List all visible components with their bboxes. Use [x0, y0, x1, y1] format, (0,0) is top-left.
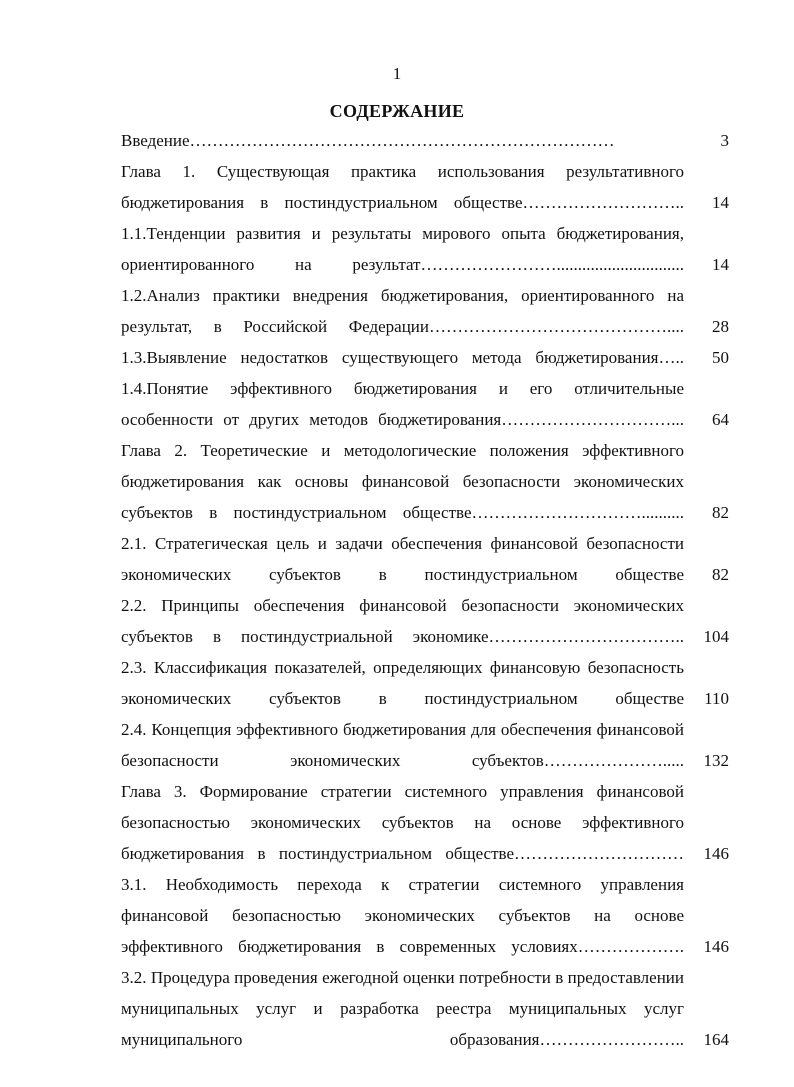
toc-entry-page: 146: [703, 937, 729, 956]
toc-entry-section-3-2: [121, 962, 729, 1055]
toc-entry-chapter-2: [121, 435, 729, 528]
toc-entry-page: 104: [703, 627, 729, 646]
toc-entry-chapter-1: [121, 156, 729, 218]
toc-entry-text: 1.4.Понятие эффективного бюджетирования и его отличительные особенности от других методов бюджетирования…………………………...: [121, 379, 684, 429]
toc-entry-text: 2.2. Принципы обеспечения финансовой безопасности экономических субъектов в постиндустриальной экономике……………………………..: [121, 596, 684, 646]
toc-entry-page: 110: [704, 689, 729, 708]
toc-entry-page: 82: [712, 503, 729, 522]
page-number: 1: [392, 64, 402, 83]
toc-entry-introduction: [121, 125, 729, 156]
toc-entry-page: 14: [712, 255, 729, 274]
toc-entry-section-2-4: [121, 714, 729, 776]
toc-entry-page: 132: [703, 751, 729, 770]
toc-entry-section-1-2: [121, 280, 729, 342]
toc-entry-text: 1.1.Тенденции развития и результаты мирового опыта бюджетирования, ориентированного на результат……………………..............................: [121, 224, 684, 274]
toc-entry-text: Глава 3. Формирование стратегии системного управления финансовой безопасностью экономических субъектов на основе эффективного бюджетирования в постиндустриальном обществе…………………………: [121, 782, 684, 863]
toc-entry-page: 14: [712, 193, 729, 212]
toc-entry-page: 164: [703, 1030, 729, 1049]
table-of-contents: [121, 125, 729, 1055]
toc-entry-text: 1.3.Выявление недостатков существующего метода бюджетирования…..: [121, 348, 684, 367]
toc-entry-section-1-3: [121, 342, 729, 373]
toc-entry-page: 82: [712, 565, 729, 584]
toc-entry-text: 3.2. Процедура проведения ежегодной оценки потребности в предоставлении муниципальных услуг и разработка реестра муниципальных услуг муниципального образования……………………..: [121, 968, 684, 1049]
toc-title: СОДЕРЖАНИЕ: [329, 101, 465, 121]
toc-entry-chapter-3: [121, 776, 729, 869]
toc-entry-text: Введение…………………………………………………………………: [121, 131, 615, 150]
toc-entry-text: 2.3. Классификация показателей, определяющих финансовую безопасность экономических субъектов в постиндустриальном обществе: [121, 658, 684, 708]
toc-entry-text: 1.2.Анализ практики внедрения бюджетирования, ориентированного на результат, в Российской Федерации……………………………………....: [121, 286, 684, 336]
toc-entry-section-2-3: [121, 652, 729, 714]
toc-entry-section-1-1: [121, 218, 729, 280]
toc-entry-section-2-2: [121, 590, 729, 652]
toc-entry-page: 64: [712, 410, 729, 429]
toc-entry-page: 28: [712, 317, 729, 336]
toc-entry-section-3-1: [121, 869, 729, 962]
toc-entry-text: Глава 1. Существующая практика использования результативного бюджетирования в постиндустриальном обществе………………………..: [121, 162, 684, 212]
toc-entry-page: 146: [703, 844, 729, 863]
toc-entry-text: 2.1. Стратегическая цель и задачи обеспечения финансовой безопасности экономических субъектов в постиндустриальном обществе: [121, 534, 684, 584]
toc-entry-text: 3.1. Необходимость перехода к стратегии системного управления финансовой безопасностью экономических субъектов на основе эффективного бюджетирования в современных условиях……………….: [121, 875, 684, 956]
toc-entry-section-1-4: [121, 373, 729, 435]
toc-entry-section-2-1: [121, 528, 729, 590]
toc-entry-text: Глава 2. Теоретические и методологические положения эффективного бюджетирования как основы финансовой безопасности экономических субъектов в постиндустриальном обществе…………………………..........: [121, 441, 684, 522]
toc-entry-page: 3: [720, 131, 729, 150]
toc-entry-text: 2.4. Концепция эффективного бюджетирования для обеспечения финансовой безопасности экономических субъектов………………….....: [121, 720, 684, 770]
toc-entry-page: 50: [712, 348, 729, 367]
